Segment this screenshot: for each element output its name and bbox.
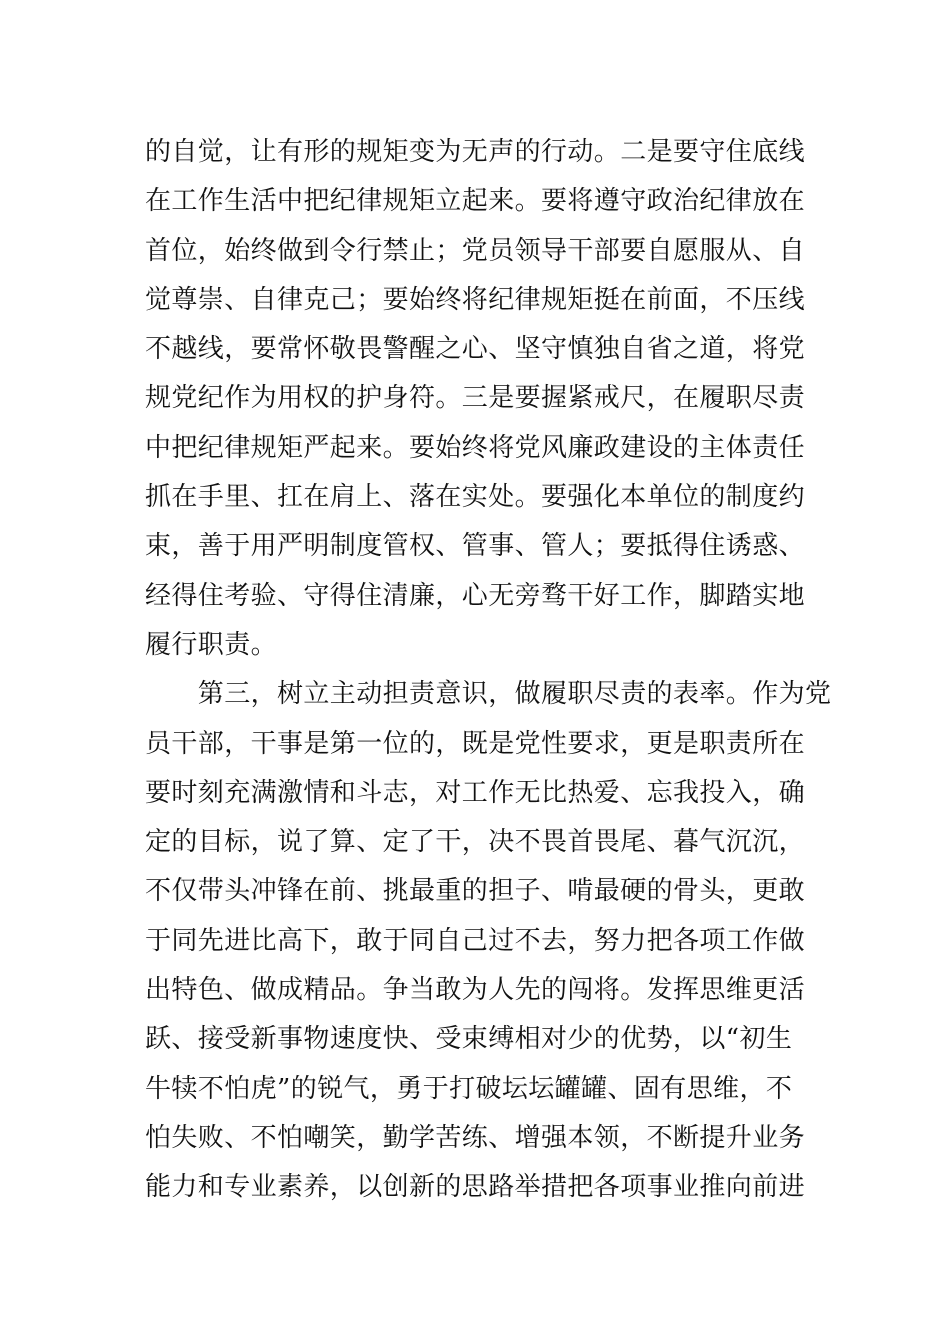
text-line-19: 跃、接受新事物速度快、受束缚相对少的优势，以“初生 xyxy=(145,1024,793,1055)
text-line-1: 的自觉，让有形的规矩变为无声的行动。二是要守住底线 xyxy=(145,137,806,167)
text-line-7: 中把纪律规矩严起来。要始终将党风廉政建设的主体责任 xyxy=(145,432,806,463)
body-text xyxy=(145,128,832,1213)
text-line-12: 第三，树立主动担责意识，做履职尽责的表率。作为党 xyxy=(145,679,832,710)
text-line-22: 能力和专业素养，以创新的思路举措把各项事业推向前进 xyxy=(145,1172,806,1203)
text-line-9: 束，善于用严明制度管权、管事、管人；要抵得住诱惑、 xyxy=(145,531,806,562)
text-line-10: 经得住考验、守得住清廉，心无旁骛干好工作，脚踏实地 xyxy=(145,580,806,611)
text-line-17: 于同先进比高下，敢于同自己过不去，努力把各项工作做 xyxy=(145,925,806,956)
text-line-15: 定的目标，说了算、定了干，决不畏首畏尾、暮气沉沉， xyxy=(145,827,806,858)
text-line-11: 履行职责。 xyxy=(145,629,278,660)
text-line-16: 不仅带头冲锋在前、挑最重的担子、啃最硬的骨头，更敢 xyxy=(145,876,806,907)
text-line-20: 牛犊不怕虎”的锐气，勇于打破坛坛罐罐、固有思维，不 xyxy=(145,1073,793,1104)
text-line-8: 抓在手里、扛在肩上、落在实处。要强化本单位的制度约 xyxy=(145,482,806,513)
text-line-3: 首位，始终做到令行禁止；党员领导干部要自愿服从、自 xyxy=(145,235,806,266)
text-line-13: 员干部，干事是第一位的，既是党性要求，更是职责所在 xyxy=(145,728,806,759)
text-line-4: 觉尊崇、自律克己；要始终将纪律规矩挺在前面，不压线 xyxy=(145,284,806,315)
text-line-21: 怕失败、不怕嘲笑，勤学苦练、增强本领，不断提升业务 xyxy=(145,1122,806,1153)
text-line-14: 要时刻充满激情和斗志，对工作无比热爱、忘我投入，确 xyxy=(145,777,806,808)
text-line-6: 规党纪作为用权的护身符。三是要握紧戒尺，在履职尽责 xyxy=(145,383,806,414)
text-line-18: 出特色、做成精品。争当敢为人先的闯将。发挥思维更活 xyxy=(145,975,806,1006)
text-line-2: 在工作生活中把纪律规矩立起来。要将遵守政治纪律放在 xyxy=(145,186,806,217)
text-line-5: 不越线，要常怀敬畏警醒之心、坚守慎独自省之道，将党 xyxy=(145,334,806,365)
